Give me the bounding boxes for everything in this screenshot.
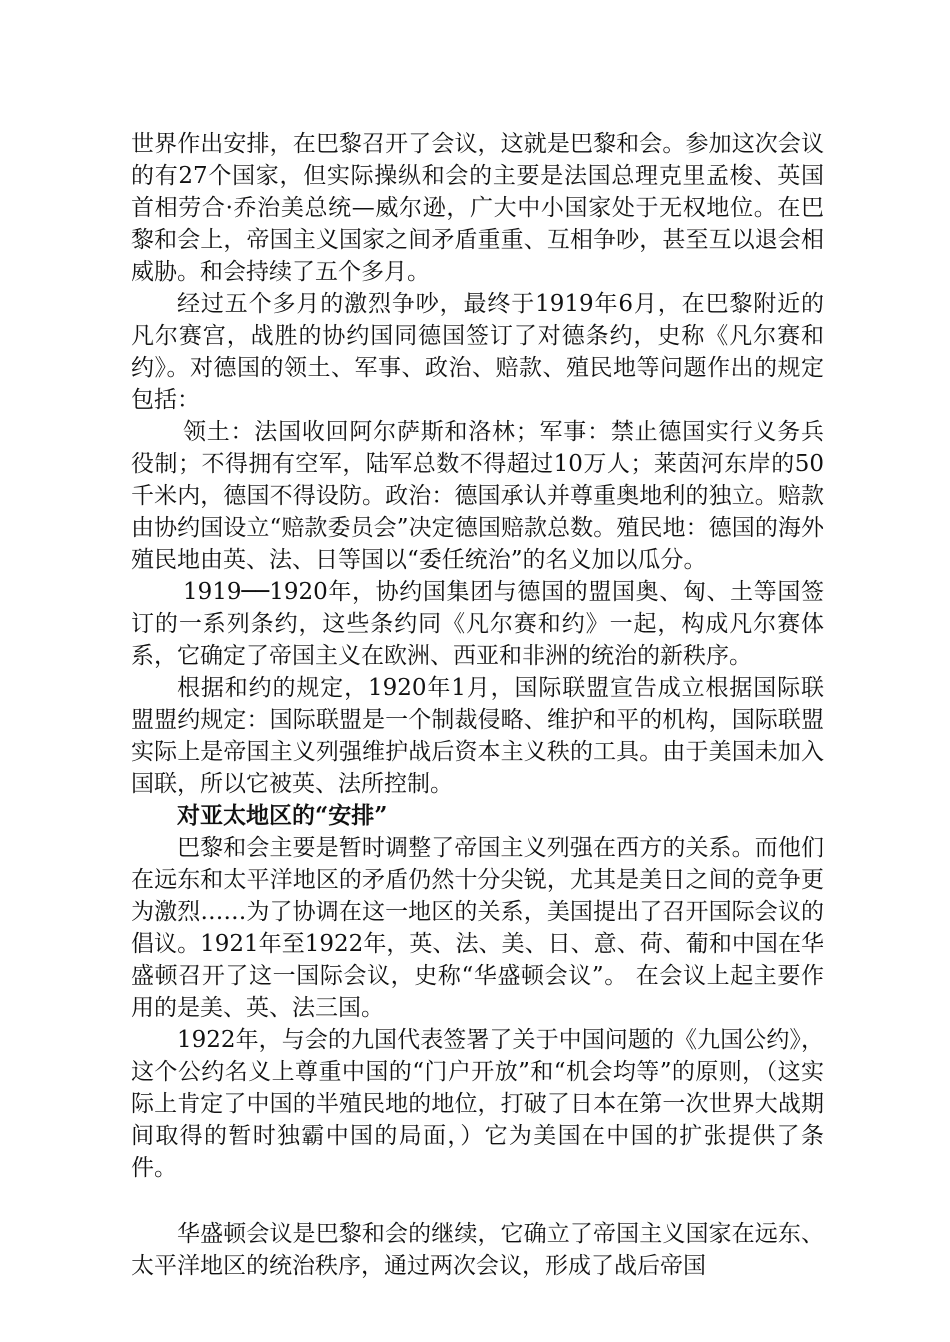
blank-line xyxy=(131,1184,824,1218)
paragraph-nine-power-treaty: 1922年，与会的九国代表签署了关于中国问题的《九国公约》，这个公约名义上尊重中国的“门户开放”和“机会均等”的原则，（这实际上肯定了中国的半殖民地的地位，打破了日本在第一次世界大战期间取得的暂时独霸中国的局面，）它为美国在中国的扩张提供了条件。 xyxy=(131,1027,824,1181)
section-heading-asia-pacific: 对亚太地区的“安排” xyxy=(177,802,388,829)
paragraph-treaty-terms: 领土：法国收回阿尔萨斯和洛林；军事：禁止德国实行义务兵役制；不得拥有空军，陆军总数不得超过10万人；莱茵河东岸的50千米内，德国不得设防。政治：德国承认并尊重奥地利的独立。赔款由协约国设立“赔款委员会”决定德国赔款总数。殖民地：德国的海外殖民地由英、法、日等国以“委任统治”的名义加以瓜分。 xyxy=(131,419,824,573)
paragraph-versailles-treaty: 经过五个多月的激烈争吵，最终于1919年6月，在巴黎附近的凡尔赛宫，战胜的协约国同德国签订了对德条约，史称《凡尔赛和约》。对德国的领土、军事、政治、赔款、殖民地等问题作出的规定包括： xyxy=(131,291,824,413)
document-body xyxy=(131,128,824,1282)
paragraph-league-of-nations: 根据和约的规定，1920年1月，国际联盟宣告成立根据国际联盟盟约规定：国际联盟是一个制裁侵略、维护和平的机构，国际联盟实际上是帝国主义列强维护战后资本主义秩的工具。由于美国未加入国联，所以它被英、法所控制。 xyxy=(131,675,824,797)
paragraph-paris-conference: 世界作出安排，在巴黎召开了会议，这就是巴黎和会。参加这次会议的有27个国家，但实际操纵和会的主要是法国总理克里孟梭、英国首相劳合·乔治美总统—威尔逊，广大中小国家处于无权地位。在巴黎和会上，帝国主义国家之间矛盾重重、互相争吵，甚至互以退会相威胁。和会持续了五个多月。 xyxy=(131,131,824,285)
paragraph-washington-summary: 华盛顿会议是巴黎和会的继续，它确立了帝国主义国家在远东、太平洋地区的统治秩序，通过两次会议，形成了战后帝国 xyxy=(131,1221,824,1279)
paragraph-washington-conference: 巴黎和会主要是暂时调整了帝国主义列强在西方的关系。而他们在远东和太平洋地区的矛盾仍然十分尖锐，尤其是美日之间的竞争更为激烈……为了协调在这一地区的关系，美国提出了召开国际会议的倡议。1921年至1922年，英、法、美、日、意、荷、葡和中国在华盛顿召开了这一国际会议，史称“华盛顿会议”。 在会议上起主要作用的是美、英、法三国。 xyxy=(131,835,824,1021)
paragraph-versailles-system: 1919──1920年，协约国集团与德国的盟国奥、匈、土等国签订的一系列条约，这些条约同《凡尔赛和约》一起，构成凡尔赛体系，它确定了帝国主义在欧洲、西亚和非洲的统治的新秩序。 xyxy=(131,579,824,669)
